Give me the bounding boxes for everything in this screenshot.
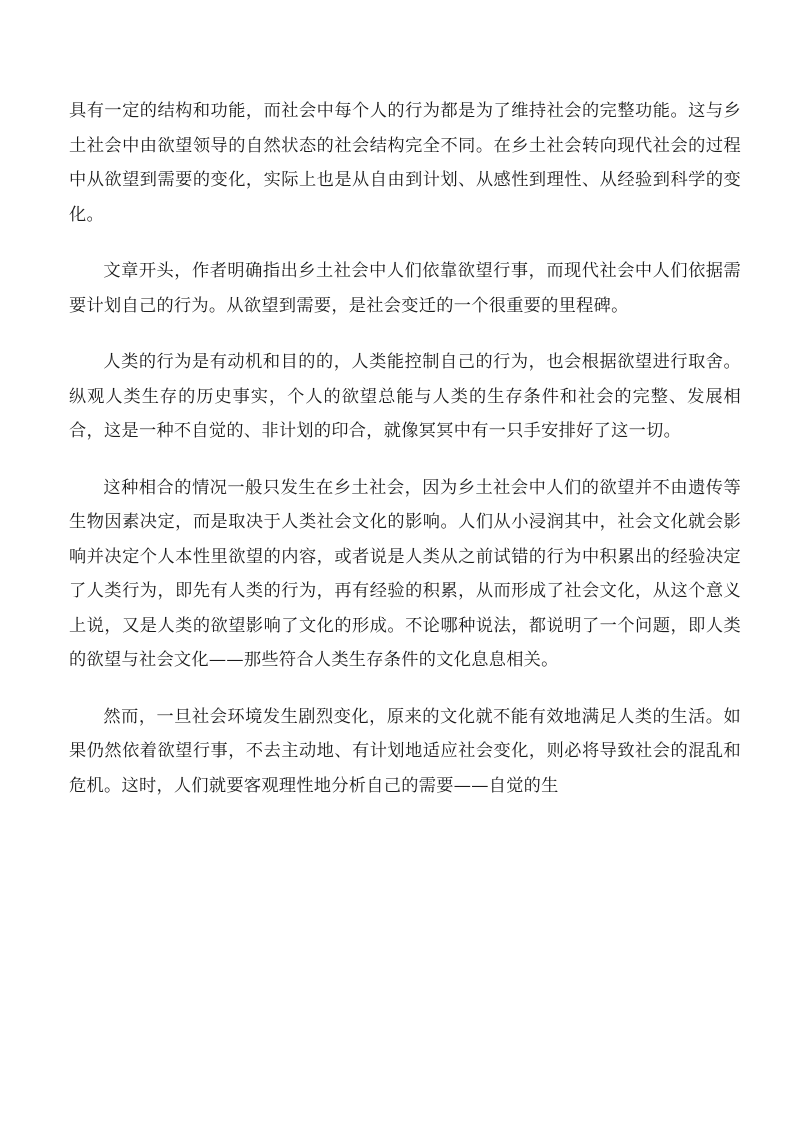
body-text — [69, 94, 741, 803]
paragraph-3: 人类的行为是有动机和目的的，人类能控制自己的行为，也会根据欲望进行取舍。纵观人类生存的历史事实，个人的欲望总能与人类的生存条件和社会的完整、发展相合，这是一种不自觉的、非计划的印合，就像冥冥中有一只手安排好了这一切。 — [69, 352, 741, 441]
paragraph-gap — [69, 678, 741, 700]
paragraph-gap — [69, 232, 741, 254]
paragraph-2: 文章开头，作者明确指出乡土社会中人们依靠欲望行事，而现代社会中人们依据需要计划自己的行为。从欲望到需要，是社会变迁的一个很重要的里程碑。 — [69, 261, 741, 316]
paragraph-5: 然而，一旦社会环境发生剧烈变化，原来的文化就不能有效地满足人类的生活。如果仍然依着欲望行事，不去主动地、有计划地适应社会变化，则必将导致社会的混乱和危机。这时，人们就要客观理性地分析自己的需要——自觉的生 — [69, 706, 741, 796]
paragraph-1: 具有一定的结构和功能，而社会中每个人的行为都是为了维持社会的完整功能。这与乡土社会中由欲望领导的自然状态的社会结构完全不同。在乡土社会转向现代社会的过程中从欲望到需要的变化，实际上也是从自由到计划、从感性到理性、从经验到科学的变化。 — [69, 101, 741, 225]
paragraph-gap — [69, 449, 741, 471]
paragraph-4: 这种相合的情况一般只发生在乡土社会，因为乡土社会中人们的欲望并不由遗传等生物因素决定，而是取决于人类社会文化的影响。人们从小浸润其中，社会文化就会影响并决定个人本性里欲望的内容，或者说是人类从之前试错的行为中积累出的经验决定了人类行为，即先有人类的行为，再有经验的积累，从而形成了社会文化，从这个意义上说，又是人类的欲望影响了文化的形成。不论哪种说法，都说明了一个问题，即人类的欲望与社会文化——那些符合人类生存条件的文化息息相关。 — [69, 477, 741, 670]
paragraph-gap — [69, 323, 741, 345]
